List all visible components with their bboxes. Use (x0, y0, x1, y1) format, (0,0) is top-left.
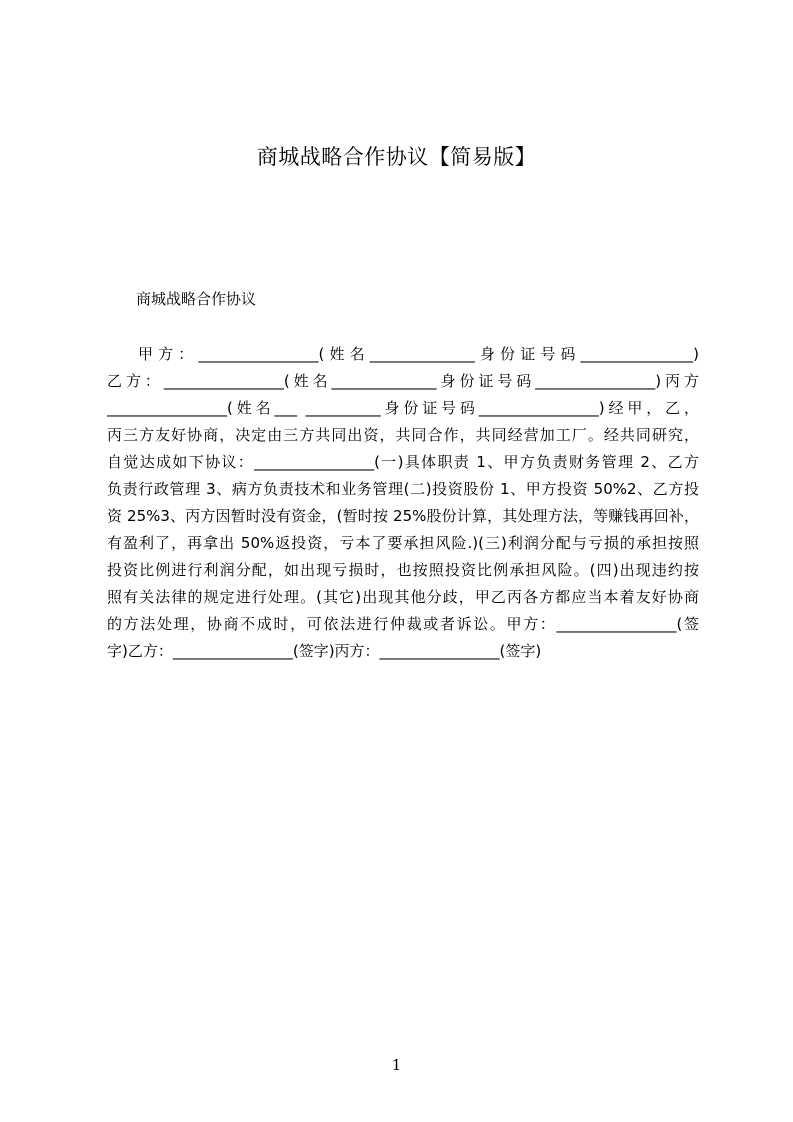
body-line: 投资比例进行利润分配，如出现亏损时，也按照投资比例承担风险。(四)出现违约按 (107, 561, 699, 579)
body-line: 有盈利了，再拿出 50%返投资，亏本了要承担风险.)(三)利润分配与亏损的承担按照 (107, 534, 699, 552)
body-line: 字)乙方：________________(签字)丙方：________________(签字) (107, 642, 542, 660)
body-line: 的方法处理，协商不成时，可依法进行仲裁或者诉讼。甲方：________________(签 (107, 615, 699, 633)
body-line: 丙三方友好协商，决定由三方共同出资，共同合作，共同经营加工厂。经共同研究， (107, 426, 699, 444)
body-line: 照有关法律的规定进行处理。(其它)出现其他分歧，甲乙丙各方都应当本着友好协商 (107, 588, 699, 606)
page-number: 1 (391, 1056, 402, 1074)
body-line: 甲方：________________(姓名______________身份证号码_______________) (138, 345, 699, 363)
document-title: 商城战略合作协议【简易版】 (256, 145, 537, 169)
body-line: 乙方：________________(姓名______________身份证号码________________)丙方 (107, 372, 699, 390)
body-line: 资 25%3、丙方因暂时没有资金，(暂时按 25%股份计算，其处理方法，等赚钱再回补， (107, 507, 699, 525)
body-line: 负责行政管理 3、病方负责技术和业务管理(二)投资股份 1、甲方投资 50%2、乙方投 (107, 480, 699, 498)
agreement-subtitle: 商城战略合作协议 (136, 290, 257, 308)
body-line: 自觉达成如下协议：________________(一)具体职责 1、甲方负责财务管理 2、乙方 (107, 453, 699, 471)
body-line: ________________(姓名___ __________身份证号码________________)经甲，乙， (107, 399, 699, 417)
